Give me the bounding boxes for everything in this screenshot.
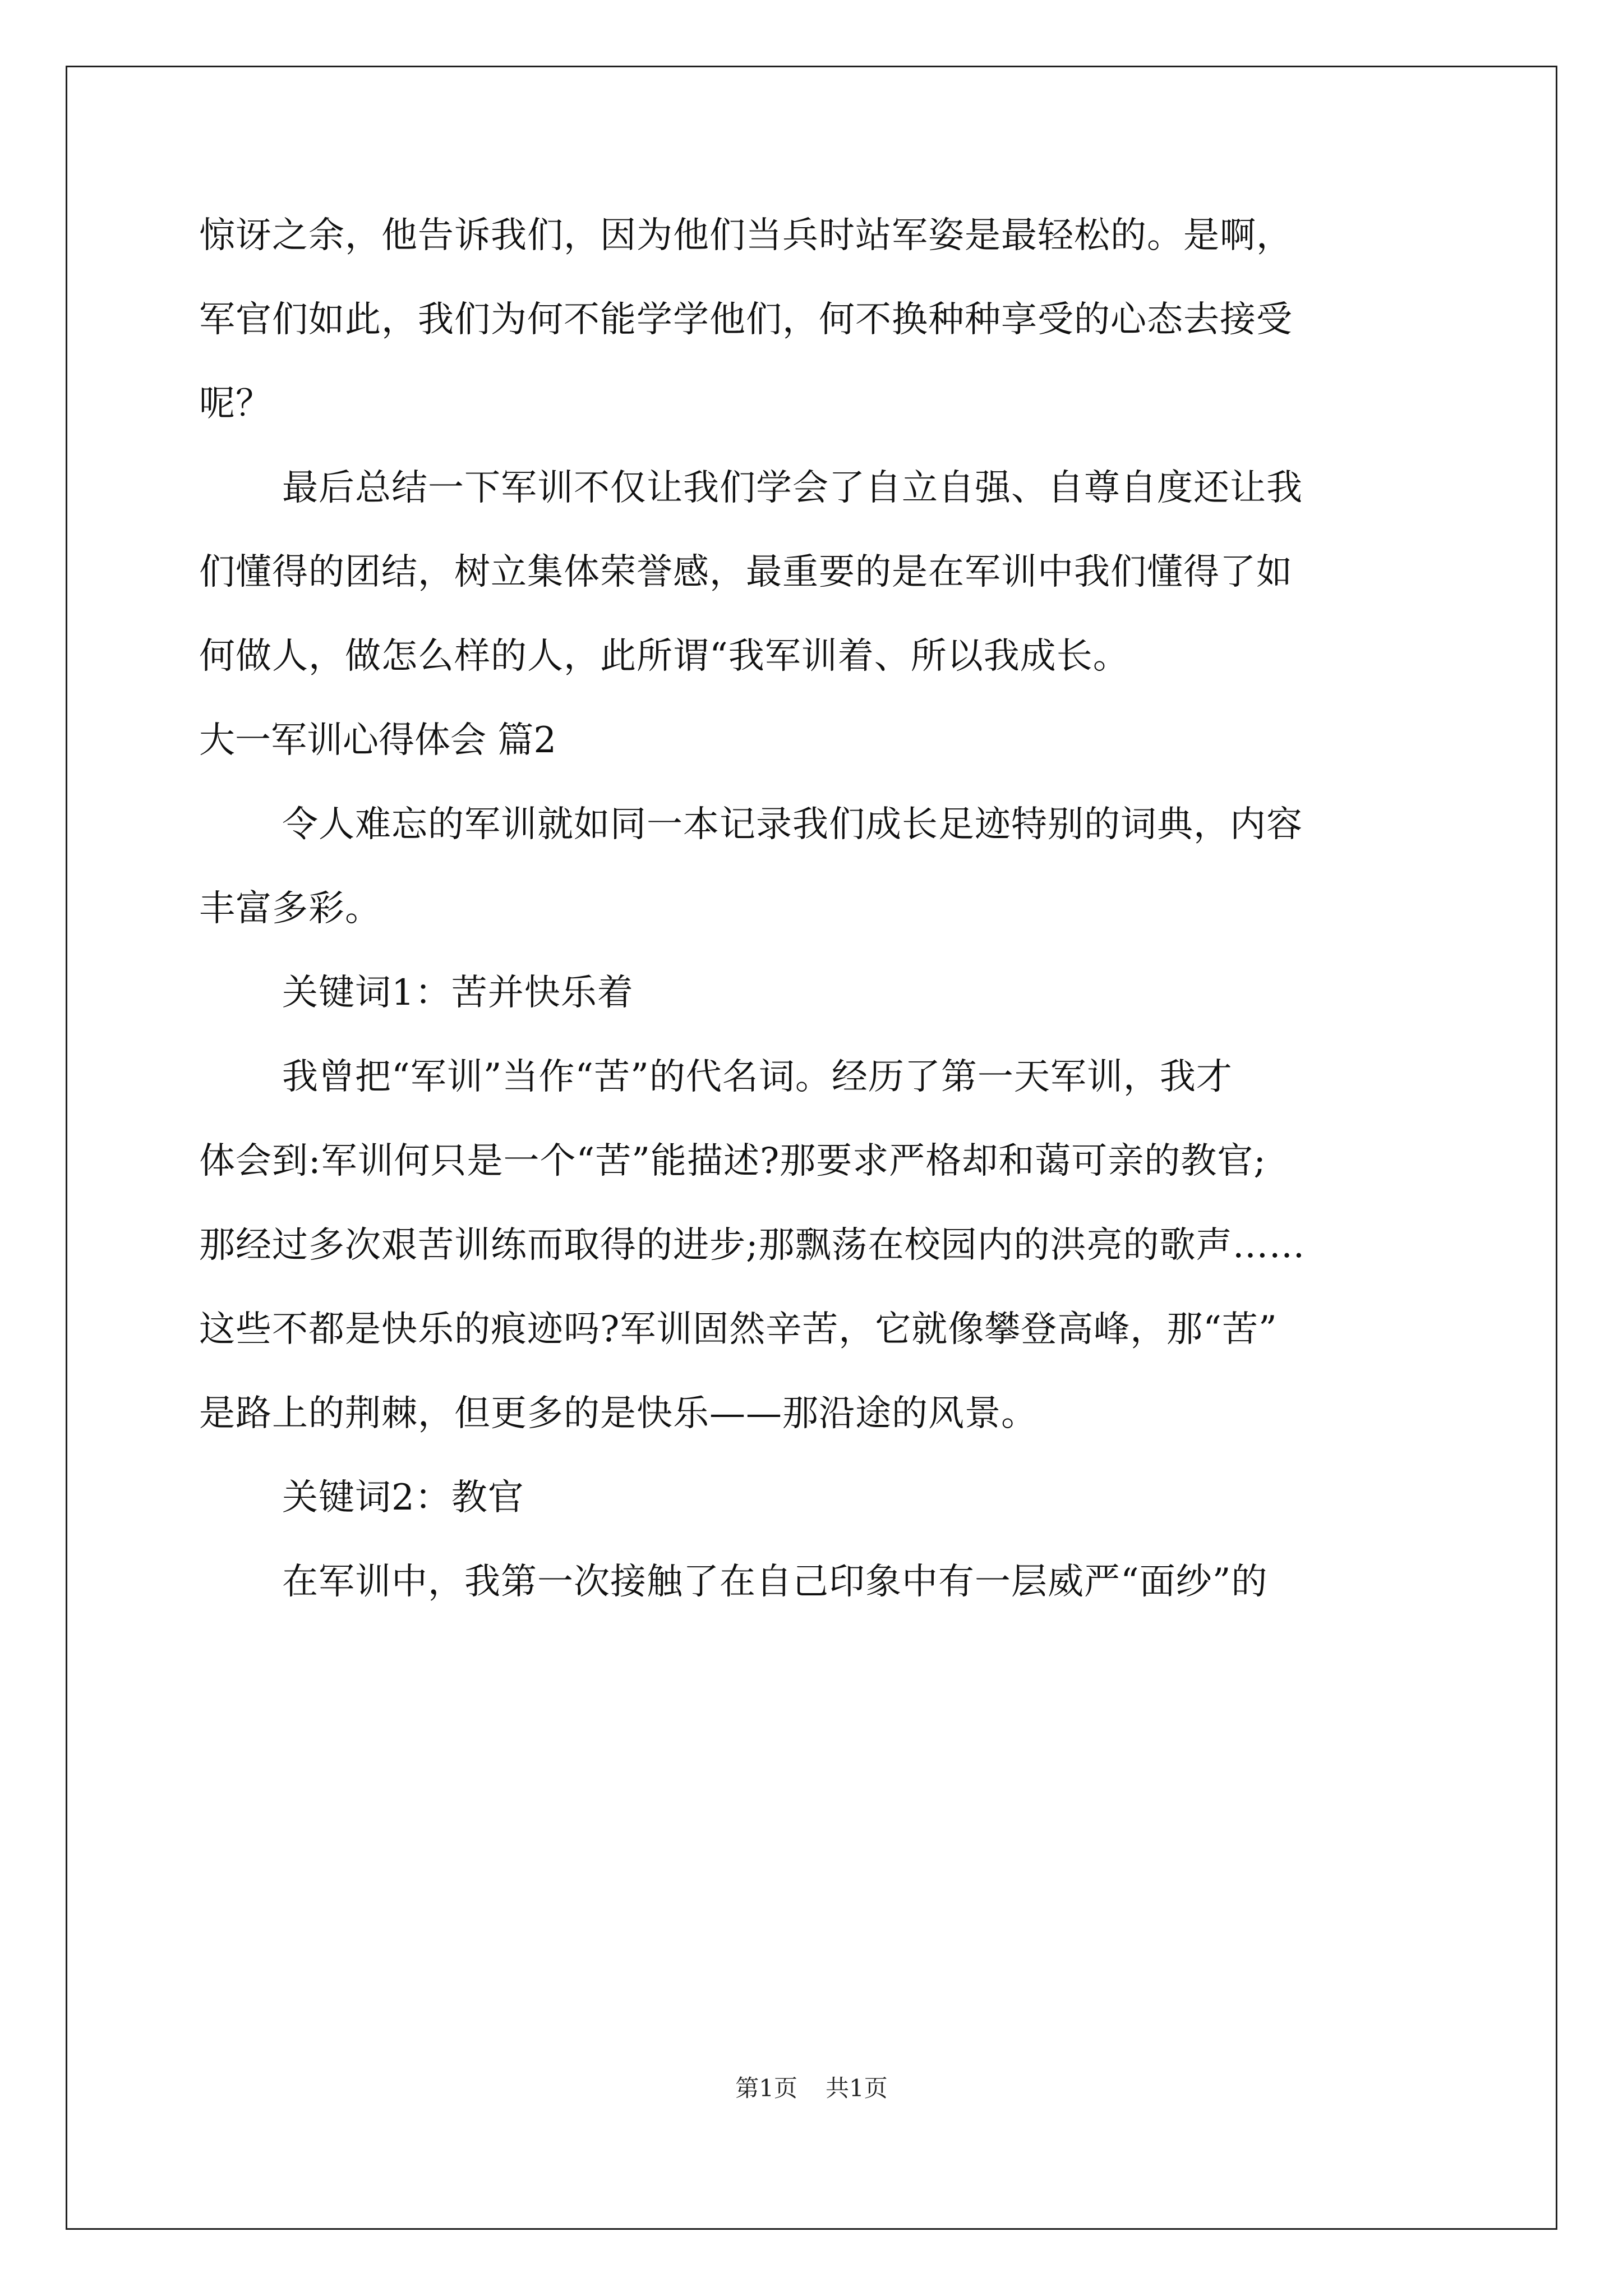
paragraph-start-line: 我曾把“军训”当作“苦”的代名词。经历了第一天军训，我才: [282, 1056, 1233, 1098]
keyword-heading: 关键词2：教官: [282, 1477, 524, 1519]
text-line: 是路上的荆棘，但更多的是快乐——那沿途的风景。: [199, 1393, 1038, 1434]
keyword-heading: 关键词1：苦并快乐着: [282, 972, 634, 1014]
text-line: 们懂得的团结，树立集体荣誉感，最重要的是在军训中我们懂得了如: [199, 551, 1293, 593]
text-line: 这些不都是快乐的痕迹吗?军训固然辛苦，它就像攀登高峰，那“苦”: [199, 1309, 1278, 1350]
paragraph-start-line: 最后总结一下军训不仅让我们学会了自立自强、自尊自度还让我: [282, 467, 1303, 509]
document-body: [199, 194, 1433, 1624]
text-line: 呢？: [199, 383, 272, 425]
text-line: 丰富多彩。: [199, 888, 381, 930]
text-line: 惊讶之余，他告诉我们，因为他们当兵时站军姿是最轻松的。是啊，: [199, 215, 1293, 256]
page-number-current: 第1页: [735, 2074, 797, 2102]
paragraph-start-line: 在军训中，我第一次接触了在自己印象中有一层威严“面纱”的: [282, 1561, 1268, 1603]
page-footer: [0, 2070, 1623, 2104]
paragraph-start-line: 令人难忘的军训就如同一本记录我们成长足迹特别的词典，内容: [282, 804, 1303, 845]
text-line: 军官们如此，我们为何不能学学他们，何不换种种享受的心态去接受: [199, 299, 1293, 341]
page-number-total: 共1页: [826, 2074, 888, 2102]
section-heading: 大一军训心得体会 篇2: [199, 720, 557, 761]
text-line: 体会到:军训何只是一个“苦”能描述?那要求严格却和蔼可亲的教官;: [199, 1140, 1266, 1182]
text-line: 那经过多次艰苦训练而取得的进步;那飘荡在校园内的洪亮的歌声……: [199, 1225, 1306, 1266]
text-line: 何做人，做怎么样的人，此所谓“我军训着、所以我成长。: [199, 636, 1129, 677]
